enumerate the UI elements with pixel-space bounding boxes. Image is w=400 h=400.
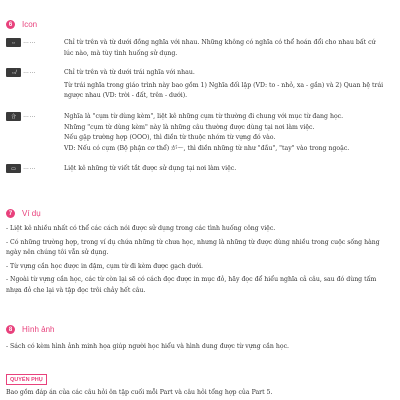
section-title: Ví dụ <box>22 209 41 218</box>
appendix-badge: QUYỂN PHỤ <box>6 374 47 385</box>
example-line: - Liệt kê nhiều nhất có thể các cách nói được sử dụng trong các tình huống công việc. <box>6 225 276 232</box>
image-line: - Sách có kèm hình ảnh minh họa giúp người học hiểu và hình dung được từ vựng cần học. <box>6 343 289 350</box>
synonym-icon: ⇔ <box>6 38 21 47</box>
section-icon-heading <box>6 20 37 29</box>
workplace-icon: ▭ <box>6 164 21 173</box>
collocation-icon: 合 <box>6 112 21 121</box>
icon-item-text-2: Từ trái nghĩa trong giáo trình này bao gồm 1) Nghĩa đối lập (VD: to - nhỏ, xa - gần) và 2) Quan hệ trái ngược nhau (VD: trời - đất, trên - dưới). <box>64 81 384 99</box>
example-list <box>6 224 386 296</box>
section-example-heading <box>6 209 41 218</box>
example-line: - Có những trường hợp, trong ví dụ chứa những từ chưa học, nhưng là những từ được dùng nhiều trong cuộc sống hàng ngày nên chúng tôi vẫn sử dụng. <box>6 238 380 256</box>
leader-dots: …… <box>23 165 36 171</box>
leader-dots: …… <box>23 39 36 45</box>
icon-item-text: Nghĩa là "cụm từ dùng kèm", liệt kê những cụm từ thường đi chung với mục từ đang học. <box>64 113 344 120</box>
example-line: - Ngoài từ vựng cần học, các từ còn lại sẽ có cách đọc được in mục đỏ, hãy đọc để hiểu nghĩa cả câu, sau đó dùng tấm nhựa đỏ che lại và tập đọc trôi chảy hết câu. <box>6 276 377 294</box>
image-description <box>6 342 386 353</box>
section-number-badge: 8 <box>6 325 15 334</box>
icon-item-synonym <box>6 38 386 59</box>
leader-dots: …… <box>23 69 36 75</box>
icon-item-text-3: Nếu gặp trường hợp (OOO), thì điền từ thuộc nhóm từ vựng đó vào. <box>64 134 276 141</box>
example-line: - Từ vựng cần học được in đậm, cụm từ đi kèm được gạch dưới. <box>6 262 204 270</box>
section-title: Icon <box>22 20 38 29</box>
icon-item-text: Chỉ từ trên và từ dưới trái nghĩa với nhau. <box>64 69 195 76</box>
icon-item-text: Chỉ từ trên và từ dưới đồng nghĩa với nhau. Những không có nghĩa có thể hoán đổi cho nhau bất cứ lúc nào, mà tùy tình huống sử dụng. <box>64 39 376 57</box>
appendix-text: Bao gồm đáp án của các câu hỏi ôn tập cuối mỗi Part và câu hỏi tổng hợp của Part 5. <box>6 389 273 396</box>
antonym-icon: ⇎ <box>6 68 21 77</box>
icon-item-collocation <box>6 112 386 154</box>
icon-item-text: Liệt kê những từ viết tắt được sử dụng tại nơi làm việc. <box>64 165 237 172</box>
icon-item-text-4: VD: Nếu có cụm (Bộ phận cơ thể) が〜, thì điền những từ như "đầu", "tay" vào trong ngoặc. <box>64 144 350 152</box>
icon-item-antonym <box>6 68 386 102</box>
icon-item-text-2: Những "cụm từ dùng kèm" này là những câu thường được dùng tại nơi làm việc. <box>64 123 315 131</box>
section-title: Hình ảnh <box>22 325 55 334</box>
icon-item-workplace <box>6 164 386 175</box>
section-number-badge: 7 <box>6 209 15 218</box>
leader-dots: …… <box>23 113 36 119</box>
section-image-heading <box>6 325 54 334</box>
section-number-badge: 6 <box>6 20 15 29</box>
